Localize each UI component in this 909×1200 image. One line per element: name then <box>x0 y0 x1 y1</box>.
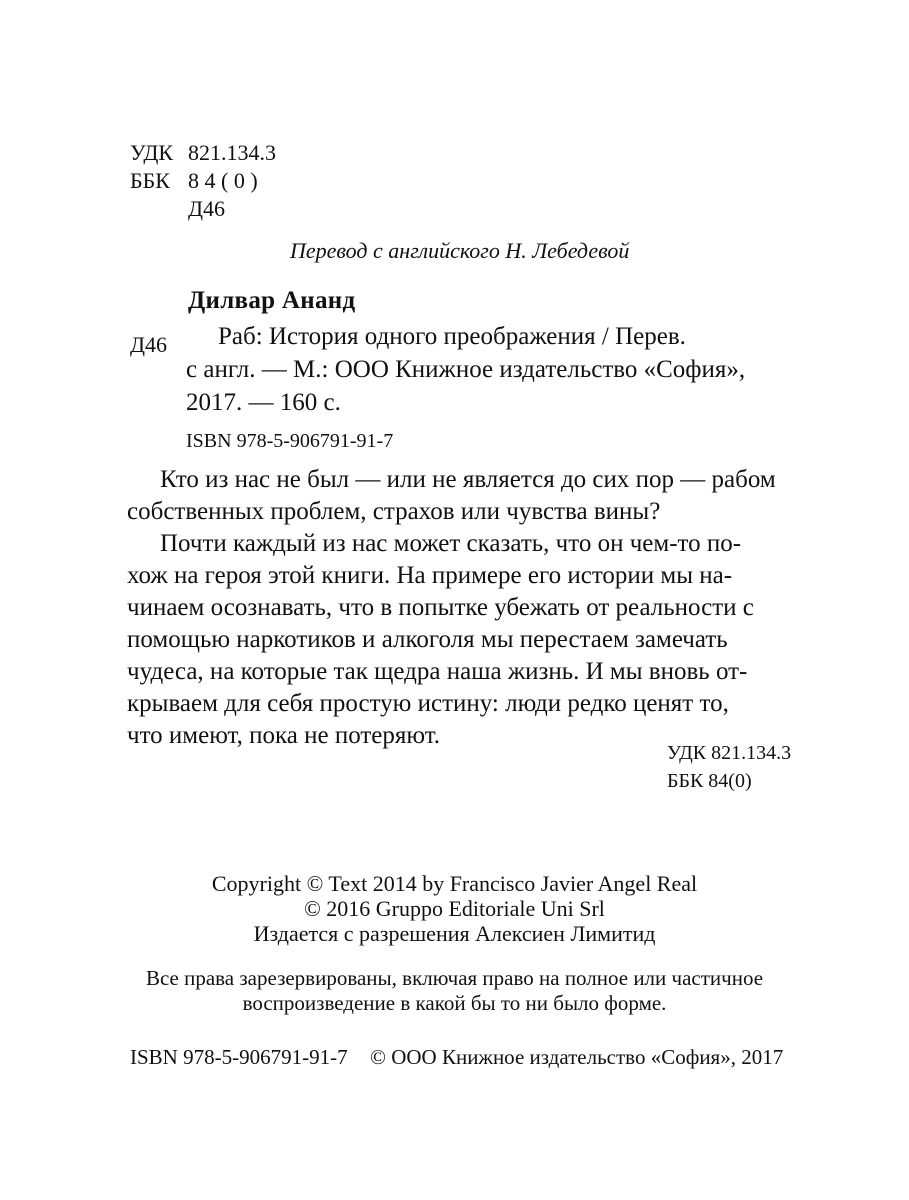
annotation-line-9: что имеют, пока не потеряют. <box>127 722 441 749</box>
rights-line-2: воспроизведение в какой бы то ни было форме. <box>242 991 667 1015</box>
marginal-author-mark: Д46 <box>130 332 168 357</box>
footer-publisher: © ООО Книжное издательство «София», 2017 <box>370 1045 784 1069</box>
annotation-line-4: хож на героя этой книги. На примере его истории мы на- <box>127 562 733 589</box>
rights-line-1: Все права зарезервированы, включая право на полное или частичное <box>145 966 764 990</box>
annotation-line-5: чинаем осознавать, что в попытке убежать от реальности с <box>127 594 754 621</box>
udk-label: УДК <box>130 140 174 165</box>
biblio-line-3: 2017. — 160 с. <box>186 389 341 416</box>
annotation-line-8: крываем для себя простую истину: люди редко ценят то, <box>127 690 729 717</box>
author-name: Дилвар Ананд <box>188 287 356 314</box>
bbk-label: ББК <box>130 168 170 193</box>
bbk-bottom: ББК 84(0) <box>667 770 752 792</box>
copyright-line-1: Copyright © Text 2014 by Francisco Javier Angel Real <box>211 871 698 896</box>
bbk-row <box>130 166 258 196</box>
annotation-line-2: собственных проблем, страхов или чувства вины? <box>127 498 661 525</box>
udk-value: 821.134.3 <box>188 140 276 165</box>
udk-bottom: УДК 821.134.3 <box>667 742 792 764</box>
udk-row <box>130 138 276 168</box>
footer-isbn: ISBN 978-5-906791-91-7 <box>130 1045 348 1069</box>
annotation-line-7: чудеса, на которые так щедра наша жизнь. И мы вновь от- <box>127 658 748 685</box>
annotation-line-6: помощью наркотиков и алкоголя мы перестаем замечать <box>127 626 728 653</box>
biblio-line-1: Раб: История одного преображения / Перев. <box>218 323 686 350</box>
bbk-value: 8 4 ( 0 ) <box>188 168 258 193</box>
biblio-line-2: с англ. — М.: ООО Книжное издательство «София», <box>186 356 746 383</box>
copyright-line-3: Издается с разрешения Алексиен Лимитид <box>253 921 656 946</box>
author-mark: Д46 <box>188 196 226 221</box>
isbn-entry: ISBN 978-5-906791-91-7 <box>186 430 394 452</box>
annotation-line-1: Кто из нас не был — или не является до сих пор — рабом <box>160 466 776 493</box>
translator-note: Перевод с английского Н. Лебедевой <box>290 238 630 263</box>
annotation-line-3: Почти каждый из нас может сказать, что он чем-то по- <box>160 530 742 557</box>
copyright-line-2: © 2016 Gruppo Editoriale Uni Srl <box>304 896 605 921</box>
